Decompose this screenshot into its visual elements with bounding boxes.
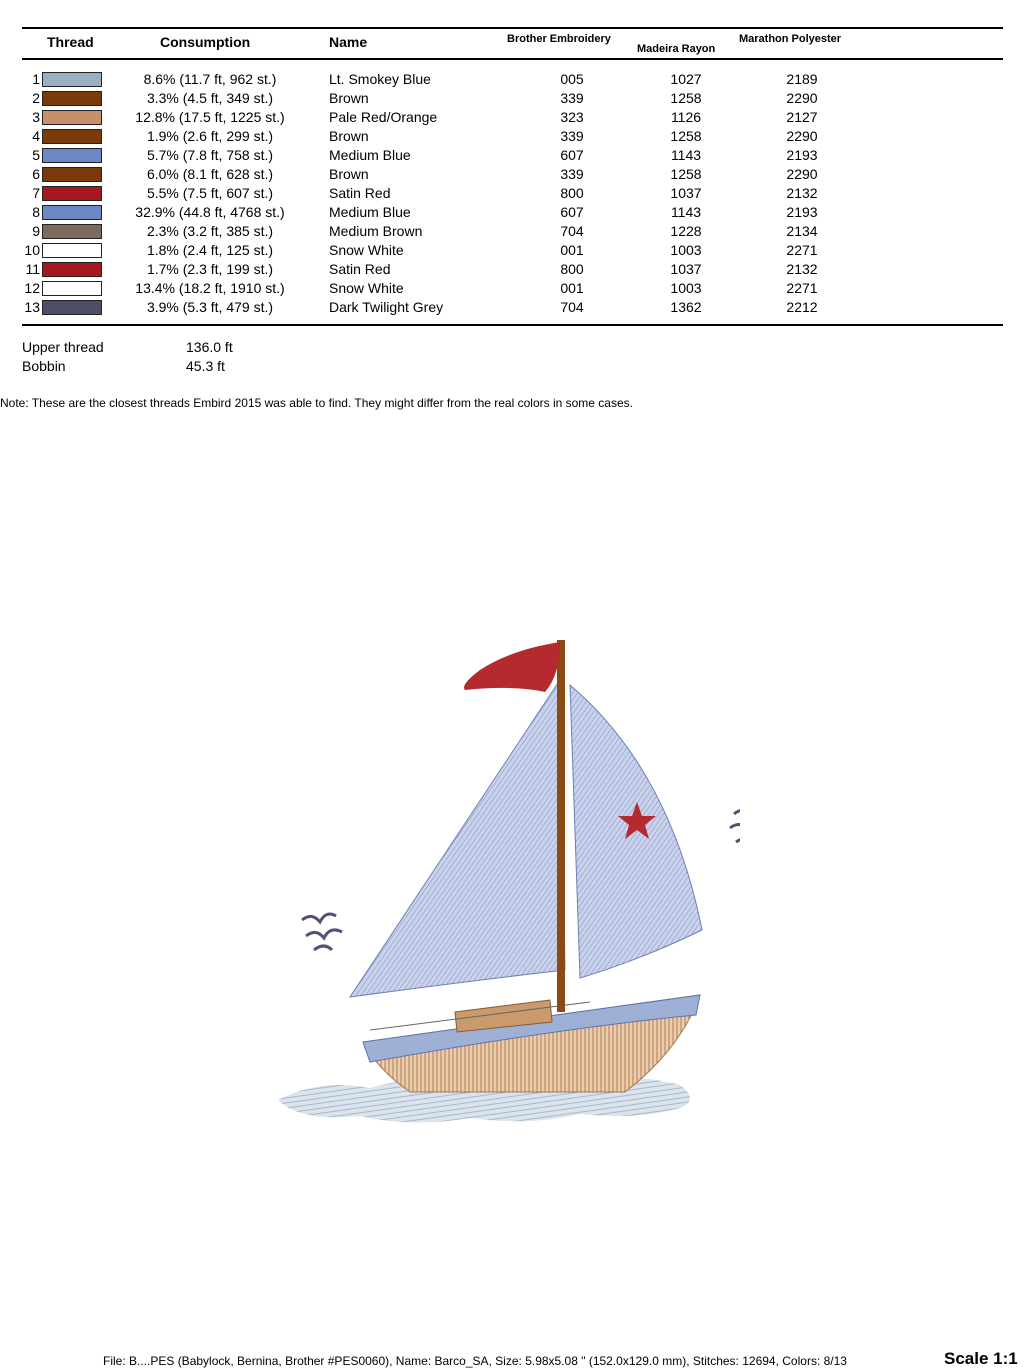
color-swatch (42, 91, 102, 106)
brother-code-cell: 704 (560, 223, 584, 239)
scale-label: Scale 1:1 (944, 1349, 1018, 1368)
header-brother: Brother Embroidery (507, 33, 611, 45)
thread-name-cell: Snow White (329, 242, 404, 258)
color-swatch (42, 110, 102, 125)
consumption-cell: 1.7% (2.3 ft, 199 st.) (146, 261, 274, 277)
thread-name-cell: Dark Twilight Grey (329, 299, 444, 315)
marathon-code-cell: 2127 (786, 109, 818, 125)
consumption-cell: 1.8% (2.4 ft, 125 st.) (146, 242, 274, 258)
file-info-footer: File: B....PES (Babylock, Bernina, Brother #PES0060), Name: Barco_SA, Size: 5.98x5.08 " (152.0x129.0 mm), Stitches: 12694, Colors: 8/13 (103, 1354, 847, 1368)
marathon-code-cell: 2132 (786, 261, 818, 277)
madeira-code-cell: 1258 (670, 90, 702, 106)
consumption-cell: 1.9% (2.6 ft, 299 st.) (146, 128, 274, 144)
brother-code-cell: 607 (560, 147, 584, 163)
color-swatch (42, 186, 102, 201)
consumption-cell: 6.0% (8.1 ft, 628 st.) (146, 166, 274, 182)
consumption-cell: 3.3% (4.5 ft, 349 st.) (146, 90, 274, 106)
table-row (0, 298, 1024, 317)
marathon-code-cell: 2134 (786, 223, 818, 239)
madeira-code-cell: 1037 (670, 261, 702, 277)
table-row (0, 146, 1024, 165)
table-row (0, 279, 1024, 298)
marathon-code-cell: 2290 (786, 166, 818, 182)
header-marathon: Marathon Polyester (739, 33, 842, 45)
marathon-code-cell: 2212 (786, 299, 818, 315)
brother-code-cell: 800 (560, 185, 584, 201)
madeira-code-cell: 1258 (670, 166, 702, 182)
thread-name-cell: Brown (329, 90, 369, 106)
bobbin-value: 45.3 ft (186, 358, 225, 374)
thread-number: 4 (32, 128, 40, 144)
table-row (0, 260, 1024, 279)
consumption-cell: 8.6% (11.7 ft, 962 st.) (143, 71, 277, 87)
brother-code-cell: 800 (560, 261, 584, 277)
marathon-code-cell: 2132 (786, 185, 818, 201)
brother-code-cell: 323 (560, 109, 584, 125)
thread-name-cell: Snow White (329, 280, 404, 296)
madeira-code-cell: 1027 (670, 71, 702, 87)
thread-name-cell: Brown (329, 128, 369, 144)
consumption-cell: 5.5% (7.5 ft, 607 st.) (146, 185, 274, 201)
table-row (0, 89, 1024, 108)
table-row (0, 222, 1024, 241)
thread-number: 5 (32, 147, 40, 163)
brother-code-cell: 339 (560, 128, 584, 144)
color-swatch (42, 72, 102, 87)
bobbin-label: Bobbin (22, 358, 66, 374)
marathon-code-cell: 2193 (786, 204, 818, 220)
madeira-code-cell: 1228 (670, 223, 702, 239)
color-swatch (42, 262, 102, 277)
marathon-code-cell: 2193 (786, 147, 818, 163)
madeira-code-cell: 1143 (670, 147, 702, 163)
thread-number: 3 (32, 109, 40, 125)
color-swatch (42, 167, 102, 182)
table-row (0, 165, 1024, 184)
header-thread: Thread (47, 34, 94, 50)
thread-name-cell: Medium Blue (329, 204, 411, 220)
table-row (0, 241, 1024, 260)
header-madeira: Madeira Rayon (637, 43, 716, 55)
header-consumption: Consumption (160, 34, 251, 50)
marathon-code-cell: 2271 (786, 242, 818, 258)
sailboat-illustration (260, 630, 740, 1130)
madeira-code-cell: 1143 (670, 204, 702, 220)
note-text: Note: These are the closest threads Embird 2015 was able to find. They might differ from the real colors in some cases. (0, 396, 633, 410)
brother-code-cell: 005 (560, 71, 584, 87)
consumption-cell: 3.9% (5.3 ft, 479 st.) (146, 299, 274, 315)
consumption-cell: 5.7% (7.8 ft, 758 st.) (146, 147, 274, 163)
thread-name-cell: Medium Blue (329, 147, 411, 163)
thread-number: 2 (32, 90, 40, 106)
thread-name-cell: Satin Red (329, 261, 391, 277)
birds-left (302, 914, 342, 950)
thread-name-cell: Medium Brown (329, 223, 423, 239)
table-row (0, 70, 1024, 89)
color-swatch (42, 129, 102, 144)
consumption-cell: 2.3% (3.2 ft, 385 st.) (146, 223, 274, 239)
brother-code-cell: 704 (560, 299, 584, 315)
consumption-cell: 32.9% (44.8 ft, 4768 st.) (135, 204, 285, 220)
table-row (0, 108, 1024, 127)
thread-number: 11 (25, 261, 40, 277)
table-row (0, 127, 1024, 146)
thread-name-cell: Satin Red (329, 185, 391, 201)
color-swatch (42, 205, 102, 220)
top-rule (22, 27, 1003, 29)
madeira-code-cell: 1003 (670, 242, 702, 258)
madeira-code-cell: 1003 (670, 280, 702, 296)
thread-name-cell: Pale Red/Orange (329, 109, 438, 125)
brother-code-cell: 339 (560, 166, 584, 182)
marathon-code-cell: 2271 (786, 280, 818, 296)
madeira-code-cell: 1362 (670, 299, 702, 315)
thread-name-cell: Brown (329, 166, 369, 182)
thread-number: 12 (24, 280, 40, 296)
main-sail (570, 685, 702, 978)
mast (557, 640, 565, 1012)
color-swatch (42, 148, 102, 163)
marathon-code-cell: 2290 (786, 128, 818, 144)
thread-number: 9 (32, 223, 40, 239)
marathon-code-cell: 2189 (786, 71, 818, 87)
header-rule (22, 58, 1003, 60)
upper-thread-value: 136.0 ft (186, 339, 233, 355)
madeira-code-cell: 1258 (670, 128, 702, 144)
table-row (0, 184, 1024, 203)
thread-number: 8 (32, 204, 40, 220)
color-swatch (42, 243, 102, 258)
color-swatch (42, 281, 102, 296)
jib-sail (350, 680, 565, 997)
upper-thread-label: Upper thread (22, 339, 104, 355)
flag (464, 642, 560, 692)
table-row (0, 203, 1024, 222)
thread-number: 10 (24, 242, 40, 258)
thread-name-cell: Lt. Smokey Blue (329, 71, 431, 87)
color-swatch (42, 300, 102, 315)
madeira-code-cell: 1126 (670, 109, 702, 125)
brother-code-cell: 339 (560, 90, 584, 106)
thread-number: 13 (24, 299, 40, 315)
brother-code-cell: 001 (560, 242, 584, 258)
brother-code-cell: 607 (560, 204, 584, 220)
marathon-code-cell: 2290 (786, 90, 818, 106)
thread-number: 1 (32, 71, 40, 87)
brother-code-cell: 001 (560, 280, 584, 296)
consumption-cell: 13.4% (18.2 ft, 1910 st.) (135, 280, 285, 296)
thread-number: 7 (32, 185, 40, 201)
madeira-code-cell: 1037 (670, 185, 702, 201)
color-swatch (42, 224, 102, 239)
consumption-cell: 12.8% (17.5 ft, 1225 st.) (135, 109, 285, 125)
thread-number: 6 (32, 166, 40, 182)
header-name: Name (329, 34, 368, 50)
bottom-rule (22, 324, 1003, 326)
birds-right (730, 808, 740, 844)
